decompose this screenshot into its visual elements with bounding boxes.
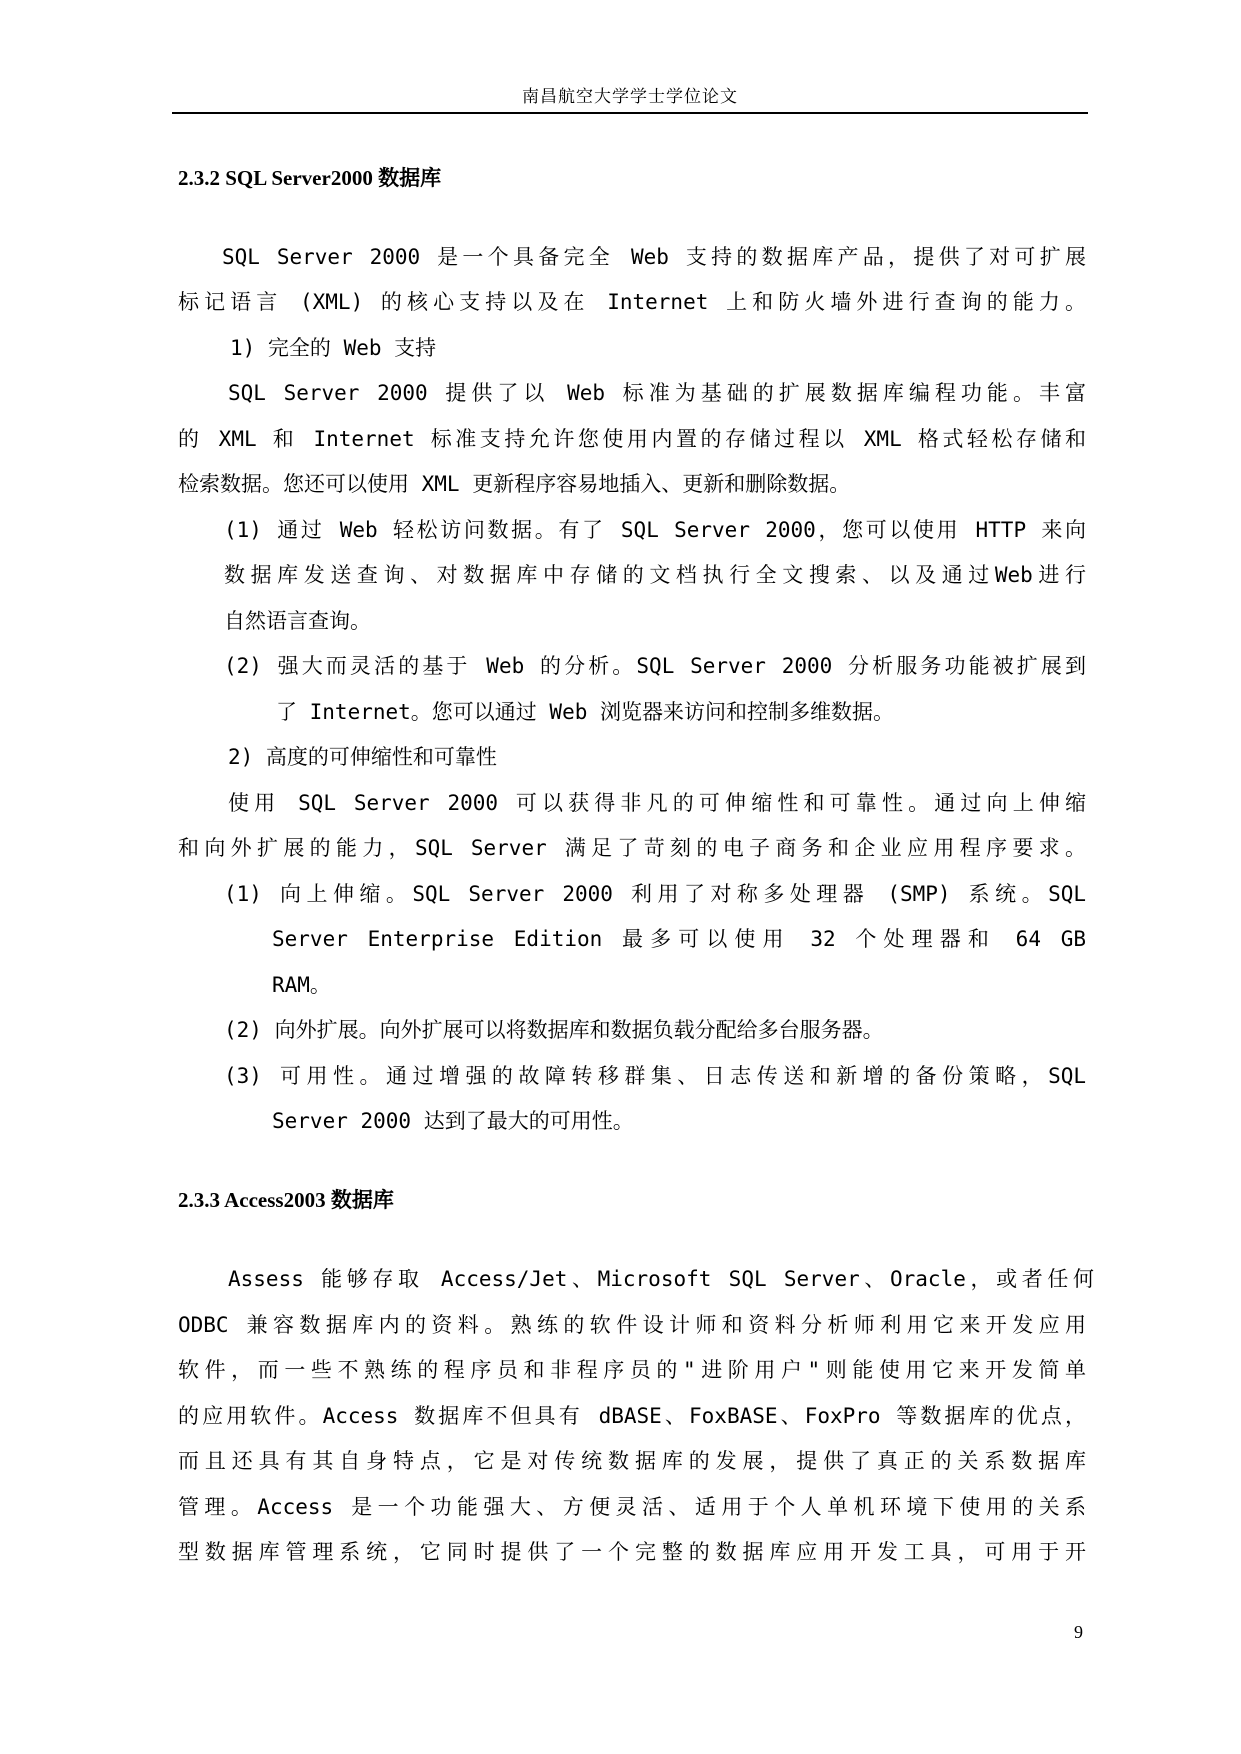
list-item: 了 Internet。您可以通过 Web 浏览器来访问和控制多维数据。 bbox=[276, 700, 895, 724]
paragraph-line: 型数据库管理系统，它同时提供了一个完整的数据库应用开发工具，可用于开 bbox=[178, 1540, 1086, 1564]
paragraph-line: ODBC 兼容数据库内的资料。熟练的软件设计师和资料分析师利用它来开发应用 bbox=[178, 1313, 1086, 1337]
list-item: (3) 可用性。通过增强的故障转移群集、日志传送和新增的备份策略，SQL bbox=[224, 1064, 1086, 1088]
paragraph-line: 的应用软件。Access 数据库不但具有 dBASE、FoxBASE、FoxPro 等数据库的优点， bbox=[178, 1404, 1086, 1428]
list-item: Server Enterprise Edition 最多可以使用 32 个处理器和 64 GB bbox=[272, 927, 1086, 951]
list-item: 数据库发送查询、对数据库中存储的文档执行全文搜索、以及通过Web进行 bbox=[224, 563, 1086, 587]
paragraph-line: SQL Server 2000 提供了以 Web 标准为基础的扩展数据库编程功能。丰富 bbox=[228, 381, 1086, 405]
paragraph-line: SQL Server 2000 是一个具备完全 Web 支持的数据库产品，提供了对可扩展 bbox=[222, 245, 1086, 269]
list-heading: 1) 完全的 Web 支持 bbox=[230, 336, 437, 360]
section-heading-2-3-2: 2.3.2 SQL Server2000 数据库 bbox=[178, 166, 442, 190]
paragraph-line: 使用 SQL Server 2000 可以获得非凡的可伸缩性和可靠性。通过向上伸缩 bbox=[228, 791, 1086, 815]
list-item: 自然语言查询。 bbox=[224, 609, 371, 633]
list-item: (1) 通过 Web 轻松访问数据。有了 SQL Server 2000，您可以使用 HTTP 来向 bbox=[224, 518, 1086, 542]
paragraph-line: 软件，而一些不熟练的程序员和非程序员的"进阶用户"则能使用它来开发简单 bbox=[178, 1358, 1086, 1382]
running-header: 南昌航空大学学士学位论文 bbox=[522, 87, 738, 107]
paragraph-line: 而且还具有其自身特点，它是对传统数据库的发展，提供了真正的关系数据库 bbox=[178, 1449, 1086, 1473]
paragraph-line: 的 XML 和 Internet 标准支持允许您使用内置的存储过程以 XML 格式轻松存储和 bbox=[178, 427, 1086, 451]
list-item: (1) 向上伸缩。SQL Server 2000 利用了对称多处理器 (SMP) 系统。SQL bbox=[224, 882, 1086, 906]
list-item: (2) 强大而灵活的基于 Web 的分析。SQL Server 2000 分析服务功能被扩展到 bbox=[224, 654, 1086, 678]
page-number: 9 bbox=[1074, 1622, 1083, 1642]
paragraph-line: 标记语言 (XML) 的核心支持以及在 Internet 上和防火墙外进行查询的能力。 bbox=[178, 290, 1086, 314]
list-heading: 2) 高度的可伸缩性和可靠性 bbox=[228, 745, 497, 769]
paragraph-line: 管理。Access 是一个功能强大、方便灵活、适用于个人单机环境下使用的关系 bbox=[178, 1495, 1086, 1519]
paragraph-line: 和向外扩展的能力，SQL Server 满足了苛刻的电子商务和企业应用程序要求。 bbox=[178, 836, 1086, 860]
paragraph-line: 检索数据。您还可以使用 XML 更新程序容易地插入、更新和删除数据。 bbox=[178, 472, 851, 496]
header-rule bbox=[172, 112, 1088, 114]
section-heading-2-3-3: 2.3.3 Access2003 数据库 bbox=[178, 1188, 394, 1212]
list-item: (2) 向外扩展。向外扩展可以将数据库和数据负载分配给多台服务器。 bbox=[224, 1018, 884, 1042]
paragraph-line: Assess 能够存取 Access/Jet、Microsoft SQL Server、Oracle，或者任何 bbox=[228, 1267, 1094, 1291]
list-item: RAM。 bbox=[272, 973, 331, 997]
list-item: Server 2000 达到了最大的可用性。 bbox=[272, 1109, 634, 1133]
